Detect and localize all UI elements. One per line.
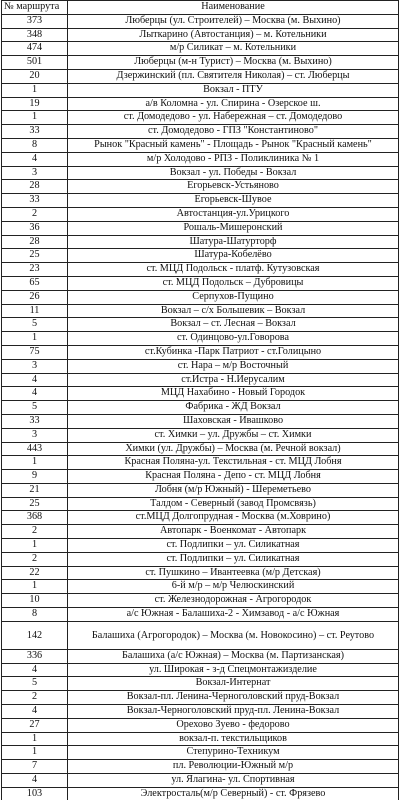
route-name-cell: Вокзал-Интернат [68,677,399,691]
table-row [2,511,399,525]
route-name-cell: Орехово Зуево - федорово [68,718,399,732]
route-name-cell: Автостанция-ул.Урицкого [68,207,399,221]
table-row [2,746,399,760]
table-body [2,14,399,800]
route-number-cell: 373 [2,14,68,28]
header-row [2,1,399,15]
route-number-cell: 10 [2,594,68,608]
table-row [2,152,399,166]
route-name-cell: ст. Железнодорожная - Агрогородок [68,594,399,608]
table-row [2,221,399,235]
table-row [2,677,399,691]
route-name-cell: Вокзал - ул. Победы - Вокзал [68,166,399,180]
route-number-cell: 3 [2,428,68,442]
table-row [2,566,399,580]
table-row [2,663,399,677]
route-number-cell: 443 [2,442,68,456]
route-name-cell: ст. Нара – м/р Восточный [68,359,399,373]
route-name-cell: Серпухов-Пущино [68,290,399,304]
table-row [2,359,399,373]
route-name-cell: Автопарк - Военкомат - Автопарк [68,525,399,539]
table-row [2,345,399,359]
route-name-cell: Балашиха (а/с Южная) – Москва (м. Партизанская) [68,649,399,663]
route-name-cell: Егорьевск-Шувое [68,194,399,208]
route-number-cell: 5 [2,677,68,691]
route-name-cell: ст. Подлипки – ул. Силикатная [68,552,399,566]
table-row [2,83,399,97]
route-name-cell: Химки (ул. Дружбы) – Москва (м. Речной вокзал) [68,442,399,456]
route-number-cell: 8 [2,608,68,622]
table-row [2,290,399,304]
route-number-cell: 27 [2,718,68,732]
route-number-cell: 21 [2,483,68,497]
table-row [2,180,399,194]
route-name-cell: Лыткарино (Автостанция) – м. Котельники [68,28,399,42]
table-row [2,525,399,539]
route-number-cell: 36 [2,221,68,235]
table-row [2,318,399,332]
route-name-cell: Вокзал – ст. Лесная – Вокзал [68,318,399,332]
route-name-cell: Красная Поляна - Депо - ст. МЦД Лобня [68,470,399,484]
table-row [2,401,399,415]
route-name-cell: ст. МЦД Подольск - платф. Кутузовская [68,263,399,277]
route-name-cell: Балашиха (Агрогородок) – Москва (м. Новокосино) – ст. Реутово [68,621,399,649]
route-name-cell: Фабрика - ЖД Вокзал [68,401,399,415]
table-row [2,125,399,139]
route-number-cell: 348 [2,28,68,42]
route-name-cell: Электросталь(м/р Северный) - ст. Фрязево [68,787,399,800]
route-number-cell: 26 [2,290,68,304]
table-row [2,138,399,152]
route-number-cell: 1 [2,83,68,97]
route-name-cell: Красная Поляна-ул. Текстильная - ст. МЦД Лобня [68,456,399,470]
route-name-cell: Степурино-Техникум [68,746,399,760]
route-name-cell: ул. Ялагина- ул. Спортивная [68,774,399,788]
table-row [2,456,399,470]
table-header [2,1,399,15]
route-number-cell: 4 [2,373,68,387]
table-row [2,483,399,497]
table-row [2,194,399,208]
route-name-cell: Вокзал-Черноголовский пруд-пл. Ленина-Вокзал [68,705,399,719]
table-row [2,594,399,608]
route-number-cell: 2 [2,207,68,221]
table-row [2,28,399,42]
table-row [2,787,399,800]
table-row [2,69,399,83]
route-name-header: Наименование [68,1,399,15]
route-name-cell: ст. Домодедово - ул. Набережная – ст. Домодедово [68,111,399,125]
route-name-cell: ст.Истра - Н.Иерусалим [68,373,399,387]
route-number-cell: 336 [2,649,68,663]
route-number-cell: 1 [2,732,68,746]
route-number-cell: 103 [2,787,68,800]
route-number-cell: 28 [2,180,68,194]
route-number-cell: 1 [2,111,68,125]
table-row [2,732,399,746]
route-number-cell: 1 [2,456,68,470]
route-number-cell: 1 [2,746,68,760]
table-row [2,428,399,442]
route-number-cell: 4 [2,387,68,401]
table-row [2,691,399,705]
route-name-cell: Шатура-Кобелёво [68,249,399,263]
route-name-cell: вокзал-п. текстильщиков [68,732,399,746]
table-row [2,580,399,594]
table-row [2,276,399,290]
table-row [2,332,399,346]
route-number-cell: 11 [2,304,68,318]
route-number-cell: 2 [2,525,68,539]
route-number-cell: 4 [2,705,68,719]
table-row [2,263,399,277]
route-name-cell: Люберцы (м-н Турист) – Москва (м. Выхино) [68,56,399,70]
route-name-cell: Рошаль-Мишеронский [68,221,399,235]
route-number-cell: 1 [2,539,68,553]
table-row [2,111,399,125]
route-name-cell: ст.МЦД Долгопрудная - Москва (м.Ховрино) [68,511,399,525]
table-row [2,97,399,111]
table-row [2,539,399,553]
route-name-cell: Дзержинский (пл. Святителя Николая) – ст. Люберцы [68,69,399,83]
route-number-cell: 2 [2,552,68,566]
route-name-cell: а/в Коломна - ул. Спирина - Озерское ш. [68,97,399,111]
route-number-cell: 33 [2,125,68,139]
route-number-cell: 142 [2,621,68,649]
table-row [2,552,399,566]
table-row [2,14,399,28]
table-row [2,42,399,56]
table-row [2,414,399,428]
table-row [2,470,399,484]
route-name-cell: а/с Южная - Балашиха-2 - Химзавод - а/с Южная [68,608,399,622]
route-number-cell: 20 [2,69,68,83]
route-number-cell: 1 [2,580,68,594]
route-name-cell: МЦД Нахабино - Новый Городок [68,387,399,401]
route-number-cell: 368 [2,511,68,525]
table-row [2,608,399,622]
table-row [2,56,399,70]
route-name-cell: 6-й м/р – м/р Челюскинский [68,580,399,594]
route-name-cell: ст.Кубинка -Парк Патриот - ст.Голицыно [68,345,399,359]
route-number-cell: 501 [2,56,68,70]
route-number-cell: 19 [2,97,68,111]
route-number-cell: 5 [2,401,68,415]
route-number-cell: 1 [2,332,68,346]
routes-table [1,0,399,800]
route-name-cell: Шаховская - Ивашково [68,414,399,428]
route-number-cell: 65 [2,276,68,290]
route-name-cell: Шатура-Шатурторф [68,235,399,249]
table-row [2,718,399,732]
route-name-cell: Люберцы (ул. Строителей) – Москва (м. Выхино) [68,14,399,28]
route-name-cell: м/р Холодово - РПЗ - Поликлиника № 1 [68,152,399,166]
route-number-header: № маршрута [2,1,68,15]
route-number-cell: 2 [2,691,68,705]
table-row [2,304,399,318]
table-row [2,774,399,788]
route-name-cell: ст. Домодедово - ГПЗ "Константиново" [68,125,399,139]
route-number-cell: 4 [2,152,68,166]
route-name-cell: Егорьевск-Устьяново [68,180,399,194]
route-number-cell: 474 [2,42,68,56]
route-name-cell: Рынок "Красный камень" - Площадь - Рынок "Красный камень" [68,138,399,152]
route-name-cell: Вокзал – с/х Большевик – Вокзал [68,304,399,318]
table-row [2,497,399,511]
table-row [2,760,399,774]
route-number-cell: 4 [2,663,68,677]
table-row [2,387,399,401]
route-number-cell: 8 [2,138,68,152]
route-name-cell: пл. Революции-Южный м/р [68,760,399,774]
route-name-cell: ул. Широкая - з-д Спецмонтажизделие [68,663,399,677]
route-number-cell: 22 [2,566,68,580]
route-number-cell: 3 [2,359,68,373]
route-number-cell: 9 [2,470,68,484]
route-name-cell: м/р Силикат – м. Котельники [68,42,399,56]
table-row [2,249,399,263]
route-number-cell: 23 [2,263,68,277]
route-number-cell: 5 [2,318,68,332]
route-name-cell: ст. Химки – ул. Дружбы – ст. Химки [68,428,399,442]
route-name-cell: Вокзал - ПТУ [68,83,399,97]
table-row [2,649,399,663]
route-number-cell: 4 [2,774,68,788]
route-number-cell: 3 [2,166,68,180]
table-row [2,705,399,719]
route-name-cell: Талдом - Северный (завод Промсвязь) [68,497,399,511]
route-name-cell: ст. Одинцово-ул.Говорова [68,332,399,346]
route-number-cell: 33 [2,414,68,428]
route-name-cell: ст. Подлипки – ул. Силикатная [68,539,399,553]
route-number-cell: 75 [2,345,68,359]
route-number-cell: 33 [2,194,68,208]
route-name-cell: Вокзал-пл. Ленина-Черноголовский пруд-Вокзал [68,691,399,705]
table-row [2,207,399,221]
route-name-cell: Лобня (м/р Южный) - Шереметьево [68,483,399,497]
route-name-cell: ст. Пушкино – Ивантеевка (м/р Детская) [68,566,399,580]
table-row [2,373,399,387]
route-number-cell: 28 [2,235,68,249]
table-row [2,166,399,180]
table-row [2,621,399,649]
table-row [2,235,399,249]
route-name-cell: ст. МЦД Подольск – Дубровицы [68,276,399,290]
route-number-cell: 7 [2,760,68,774]
route-number-cell: 25 [2,249,68,263]
table-row [2,442,399,456]
route-number-cell: 25 [2,497,68,511]
